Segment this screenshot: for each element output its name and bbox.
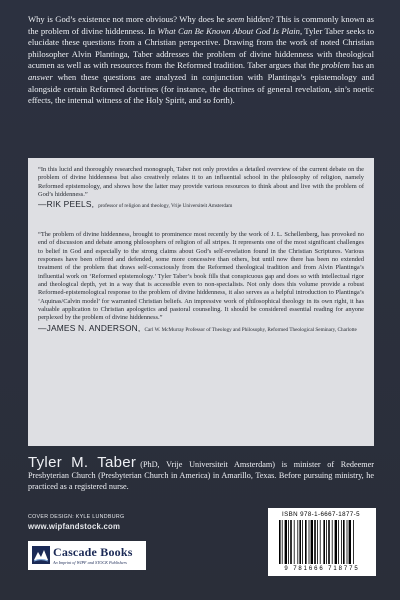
- endorsement: [38, 231, 364, 334]
- description-text: Why is God’s existence not more obvious? Why does he: [28, 14, 228, 24]
- isbn-barcode: [268, 508, 376, 576]
- endorser-credential: professor of religion and theology, Vrije Universiteit Amsterdam: [98, 203, 233, 210]
- barcode-icon: [278, 520, 366, 566]
- endorsement-attribution: [38, 200, 364, 210]
- publisher-name: Cascade Books: [53, 545, 133, 559]
- description-emphasis: problem: [321, 60, 350, 71]
- publisher-website[interactable]: www.wipfandstock.com: [28, 522, 121, 531]
- description-text: has an: [349, 60, 374, 71]
- endorser-name: —RIK PEELS,: [38, 199, 95, 210]
- endorsement-text: “In this lucid and thoroughly researched monograph, Taber not only provides a detailed overview of the current debate on the problem of divine hiddenness but also creatively relates it to an influential school in the philosophy of religion, namely Reformed epistemology, and shows how the latter may provide various resources to think about and live with the problem of God’s hiddenness.”: [38, 166, 364, 199]
- endorser-name: —JAMES N. ANDERSON,: [38, 322, 141, 333]
- credits: [28, 514, 124, 531]
- book-description: [28, 14, 374, 107]
- isbn-number: ISBN 978-1-6667-1877-5: [282, 511, 360, 518]
- endorsement-attribution: [38, 324, 364, 334]
- description-text: , Tyler Taber seeks to elucidate these questions from a Christian perspective. Drawing from the work of noted Christian philosopher Alvin Plantinga, Taber addresses the problem of divine hiddenness with theological acumen as well as with resources from the Reformed tradition. Taber argues that the: [28, 25, 374, 71]
- publisher-logo: [28, 541, 146, 570]
- description-emphasis: seem: [227, 14, 245, 24]
- author-name: Tyler M. Taber: [28, 454, 137, 471]
- endorsement: [38, 166, 364, 211]
- cover-design-credit: COVER DESIGN: KYLE LUNDBURG: [28, 514, 125, 520]
- endorsements-panel: [28, 158, 374, 446]
- publisher-tagline: An Imprint of WIPF and STOCK Publishers: [53, 560, 127, 565]
- endorser-credential: Carl W. McMurray Professor of Theology and Philosophy, Reformed Theological Seminary, Charlotte: [144, 326, 357, 333]
- description-emphasis: answer: [28, 71, 53, 82]
- barcode-digits: 9 781666 718775: [284, 566, 360, 572]
- author-bio: [28, 454, 374, 492]
- book-title-reference: What Can Be Known About God Is Plain: [157, 25, 300, 36]
- description-text: when these questions are analyzed in conjunction with Plantinga’s epistemology and alongside certain Reformed doctrines (for instance, the doctrines of general revelation, sin’s noetic effects, the internal witness of the Holy Spirit, and so forth).: [28, 71, 374, 106]
- author-bio-text: (PhD, Vrije Universiteit Amsterdam) is minister of Redeemer Presbyterian Church (Presbyterian Church in America) in Amarillo, Texas. Before pursuing ministry, he practiced as a registered nurse.: [28, 460, 374, 491]
- endorsement-text: “The problem of divine hiddenness, brought to prominence most recently by the work of J. L. Schellenberg, has provoked no end of discussion and debate among philosophers of religion of all stripes. It represents one of the most significant challenges to belief in God and especially to the strong claims about God’s self-revelation found in the Christian Scriptures. Various responses have been offered and defended, some more concessive than others, but until now there has been no extended treatment of the problem that draws self-consciously from the Reformed theological tradition and from Alvin Plantinga’s influential work on ‘Reformed epistemology.’ Tyler Taber’s book fills that conspicuous gap and does so with intellectual rigor and theological depth, yet in a way that is accessible even to non-specialists. Not only does this volume provide a robust Reformed-epistemological response to the problem of divine hiddenness, it also serves as a helpful introduction to Plantinga’s ‘Aquinas/Calvin model’ for warranted Christian beliefs. An impressive work of philosophical theology in its own right, it has valuable application to Christian apologetics and pastoral counseling. It should be considered essential reading for anyone perplexed by the problem of divine hiddenness.”: [38, 231, 364, 322]
- cascade-logo-icon: [32, 546, 50, 564]
- description-text: hidden? This is commonly known as the problem of divine hiddenness. In: [28, 14, 374, 36]
